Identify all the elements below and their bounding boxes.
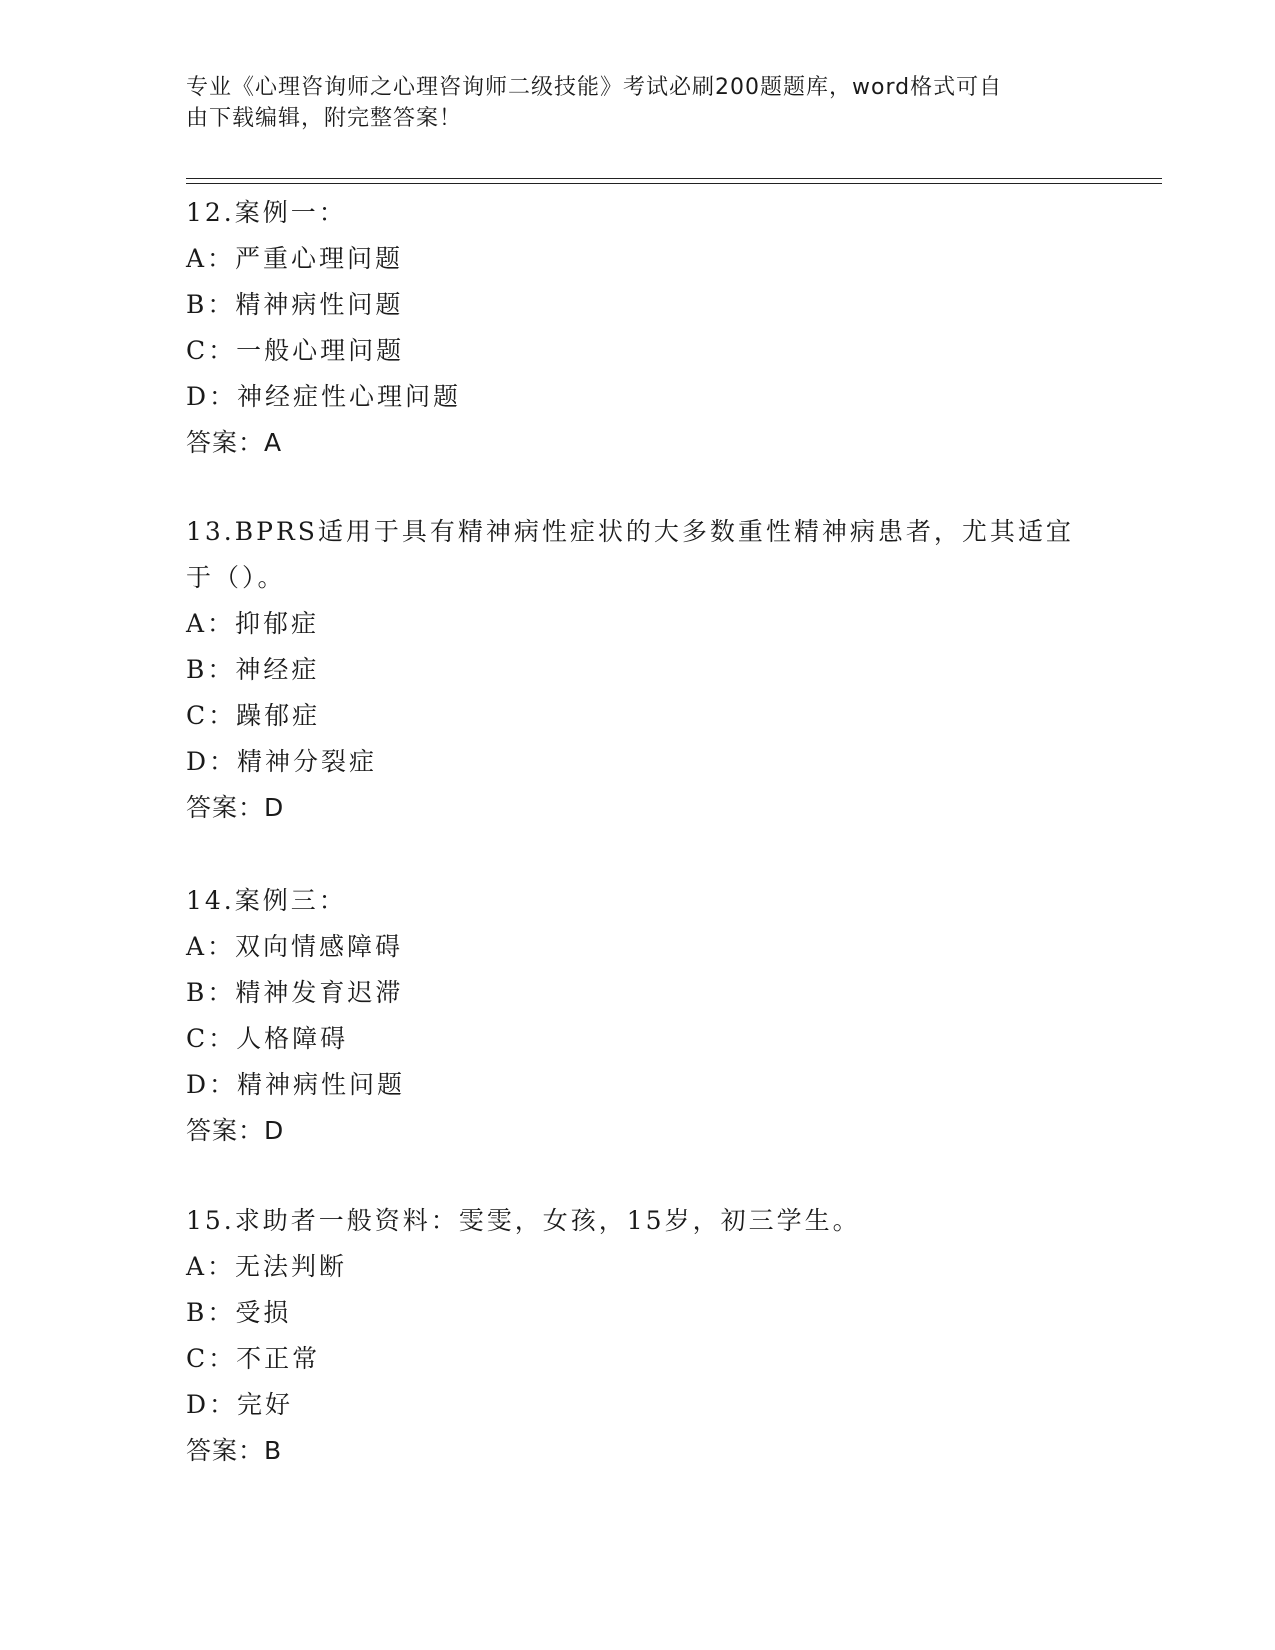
answer: 答案：D <box>186 793 285 822</box>
header-divider-top <box>186 178 1162 179</box>
option-a: A：抑郁症 <box>186 609 320 638</box>
question-15 <box>186 1198 1086 1474</box>
question-stem: 13.BPRS适用于具有精神病性症状的大多数重性精神病患者，尤其适宜 <box>186 517 1074 546</box>
answer: 答案：D <box>186 1116 285 1145</box>
question-13 <box>186 509 1086 831</box>
option-d: D：精神病性问题 <box>186 1070 406 1099</box>
question-14 <box>186 878 1086 1154</box>
document-header <box>186 72 1066 134</box>
option-b: B：神经症 <box>186 655 320 684</box>
option-a: A：严重心理问题 <box>186 244 404 273</box>
question-stem: 15.求助者一般资料：雯雯，女孩，15岁，初三学生。 <box>186 1206 861 1235</box>
header-divider-bottom <box>186 183 1162 184</box>
option-b: B：精神病性问题 <box>186 290 404 319</box>
option-c: C：人格障碍 <box>186 1024 349 1053</box>
answer: 答案：A <box>186 428 283 457</box>
question-stem: 14.案例三： <box>186 886 347 915</box>
option-d: D：神经症性心理问题 <box>186 382 462 411</box>
header-line-1: 专业《心理咨询师之心理咨询师二级技能》考试必刷200题题库，word格式可自 <box>186 75 1003 100</box>
option-d: D：完好 <box>186 1390 294 1419</box>
option-c: C：不正常 <box>186 1344 321 1373</box>
header-line-2: 由下载编辑，附完整答案！ <box>186 106 463 131</box>
option-b: B：精神发育迟滞 <box>186 978 404 1007</box>
question-stem: 12.案例一： <box>186 198 347 227</box>
option-a: A：双向情感障碍 <box>186 932 404 961</box>
question-12 <box>186 190 1086 466</box>
answer: 答案：B <box>186 1436 283 1465</box>
option-c: C：一般心理问题 <box>186 336 405 365</box>
option-d: D：精神分裂症 <box>186 747 378 776</box>
option-c: C：躁郁症 <box>186 701 321 730</box>
question-stem-continued: 于（）。 <box>186 563 286 592</box>
option-a: A：无法判断 <box>186 1252 348 1281</box>
option-b: B：受损 <box>186 1298 292 1327</box>
